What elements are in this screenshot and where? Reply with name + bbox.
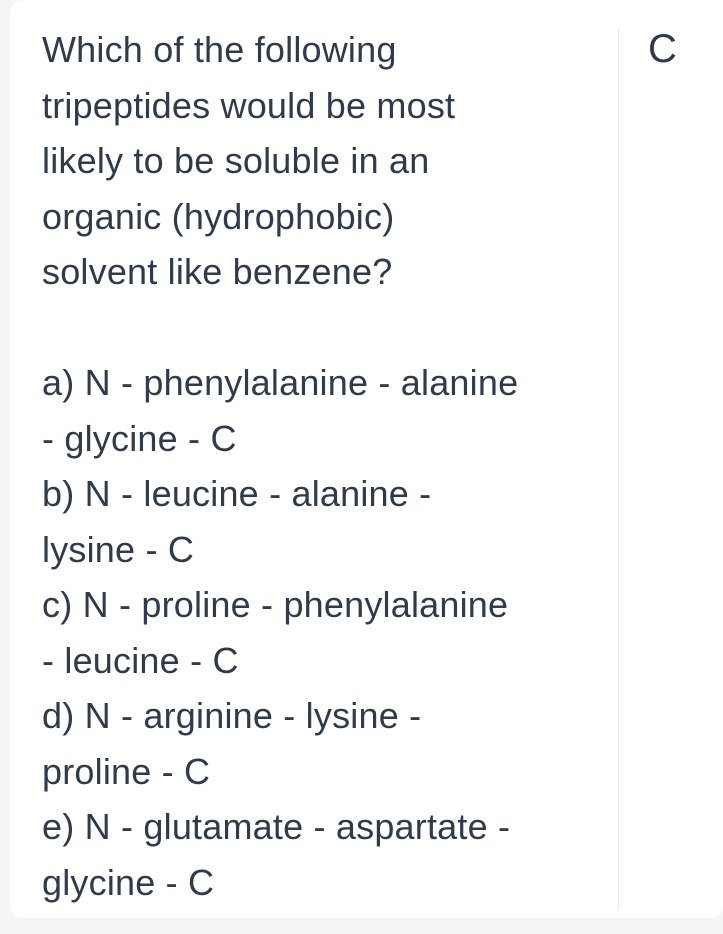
option-line-e: e) N - glutamate - aspartate -	[42, 806, 511, 847]
option-line-e-wrap: glycine - C	[42, 861, 215, 903]
answer-label: C	[648, 27, 677, 71]
question-line: Which of the following	[42, 29, 397, 70]
option-line-b: b) N - leucine - alanine -	[42, 473, 432, 514]
question-column	[42, 22, 608, 910]
question-line: tripeptides would be most	[42, 84, 456, 126]
flashcard-row	[10, 0, 723, 918]
option-line-a-wrap: - glycine - C	[42, 417, 237, 459]
option-line-d: d) N - arginine - lysine -	[42, 695, 422, 736]
question-line: likely to be soluble in an	[42, 140, 430, 181]
option-line-d-wrap: proline - C	[42, 750, 211, 792]
question-line: solvent like benzene?	[42, 251, 393, 292]
option-line-c-wrap: - leucine - C	[42, 639, 239, 681]
option-line-c: c) N - proline - phenylalanine	[42, 584, 509, 625]
option-line-b-wrap: lysine - C	[42, 528, 195, 570]
column-divider	[618, 28, 619, 910]
question-options-gap	[42, 300, 608, 356]
question-line: organic (hydrophobic)	[42, 195, 395, 237]
answer-column	[619, 22, 723, 78]
option-line-a: a) N - phenylalanine - alanine	[42, 362, 519, 403]
